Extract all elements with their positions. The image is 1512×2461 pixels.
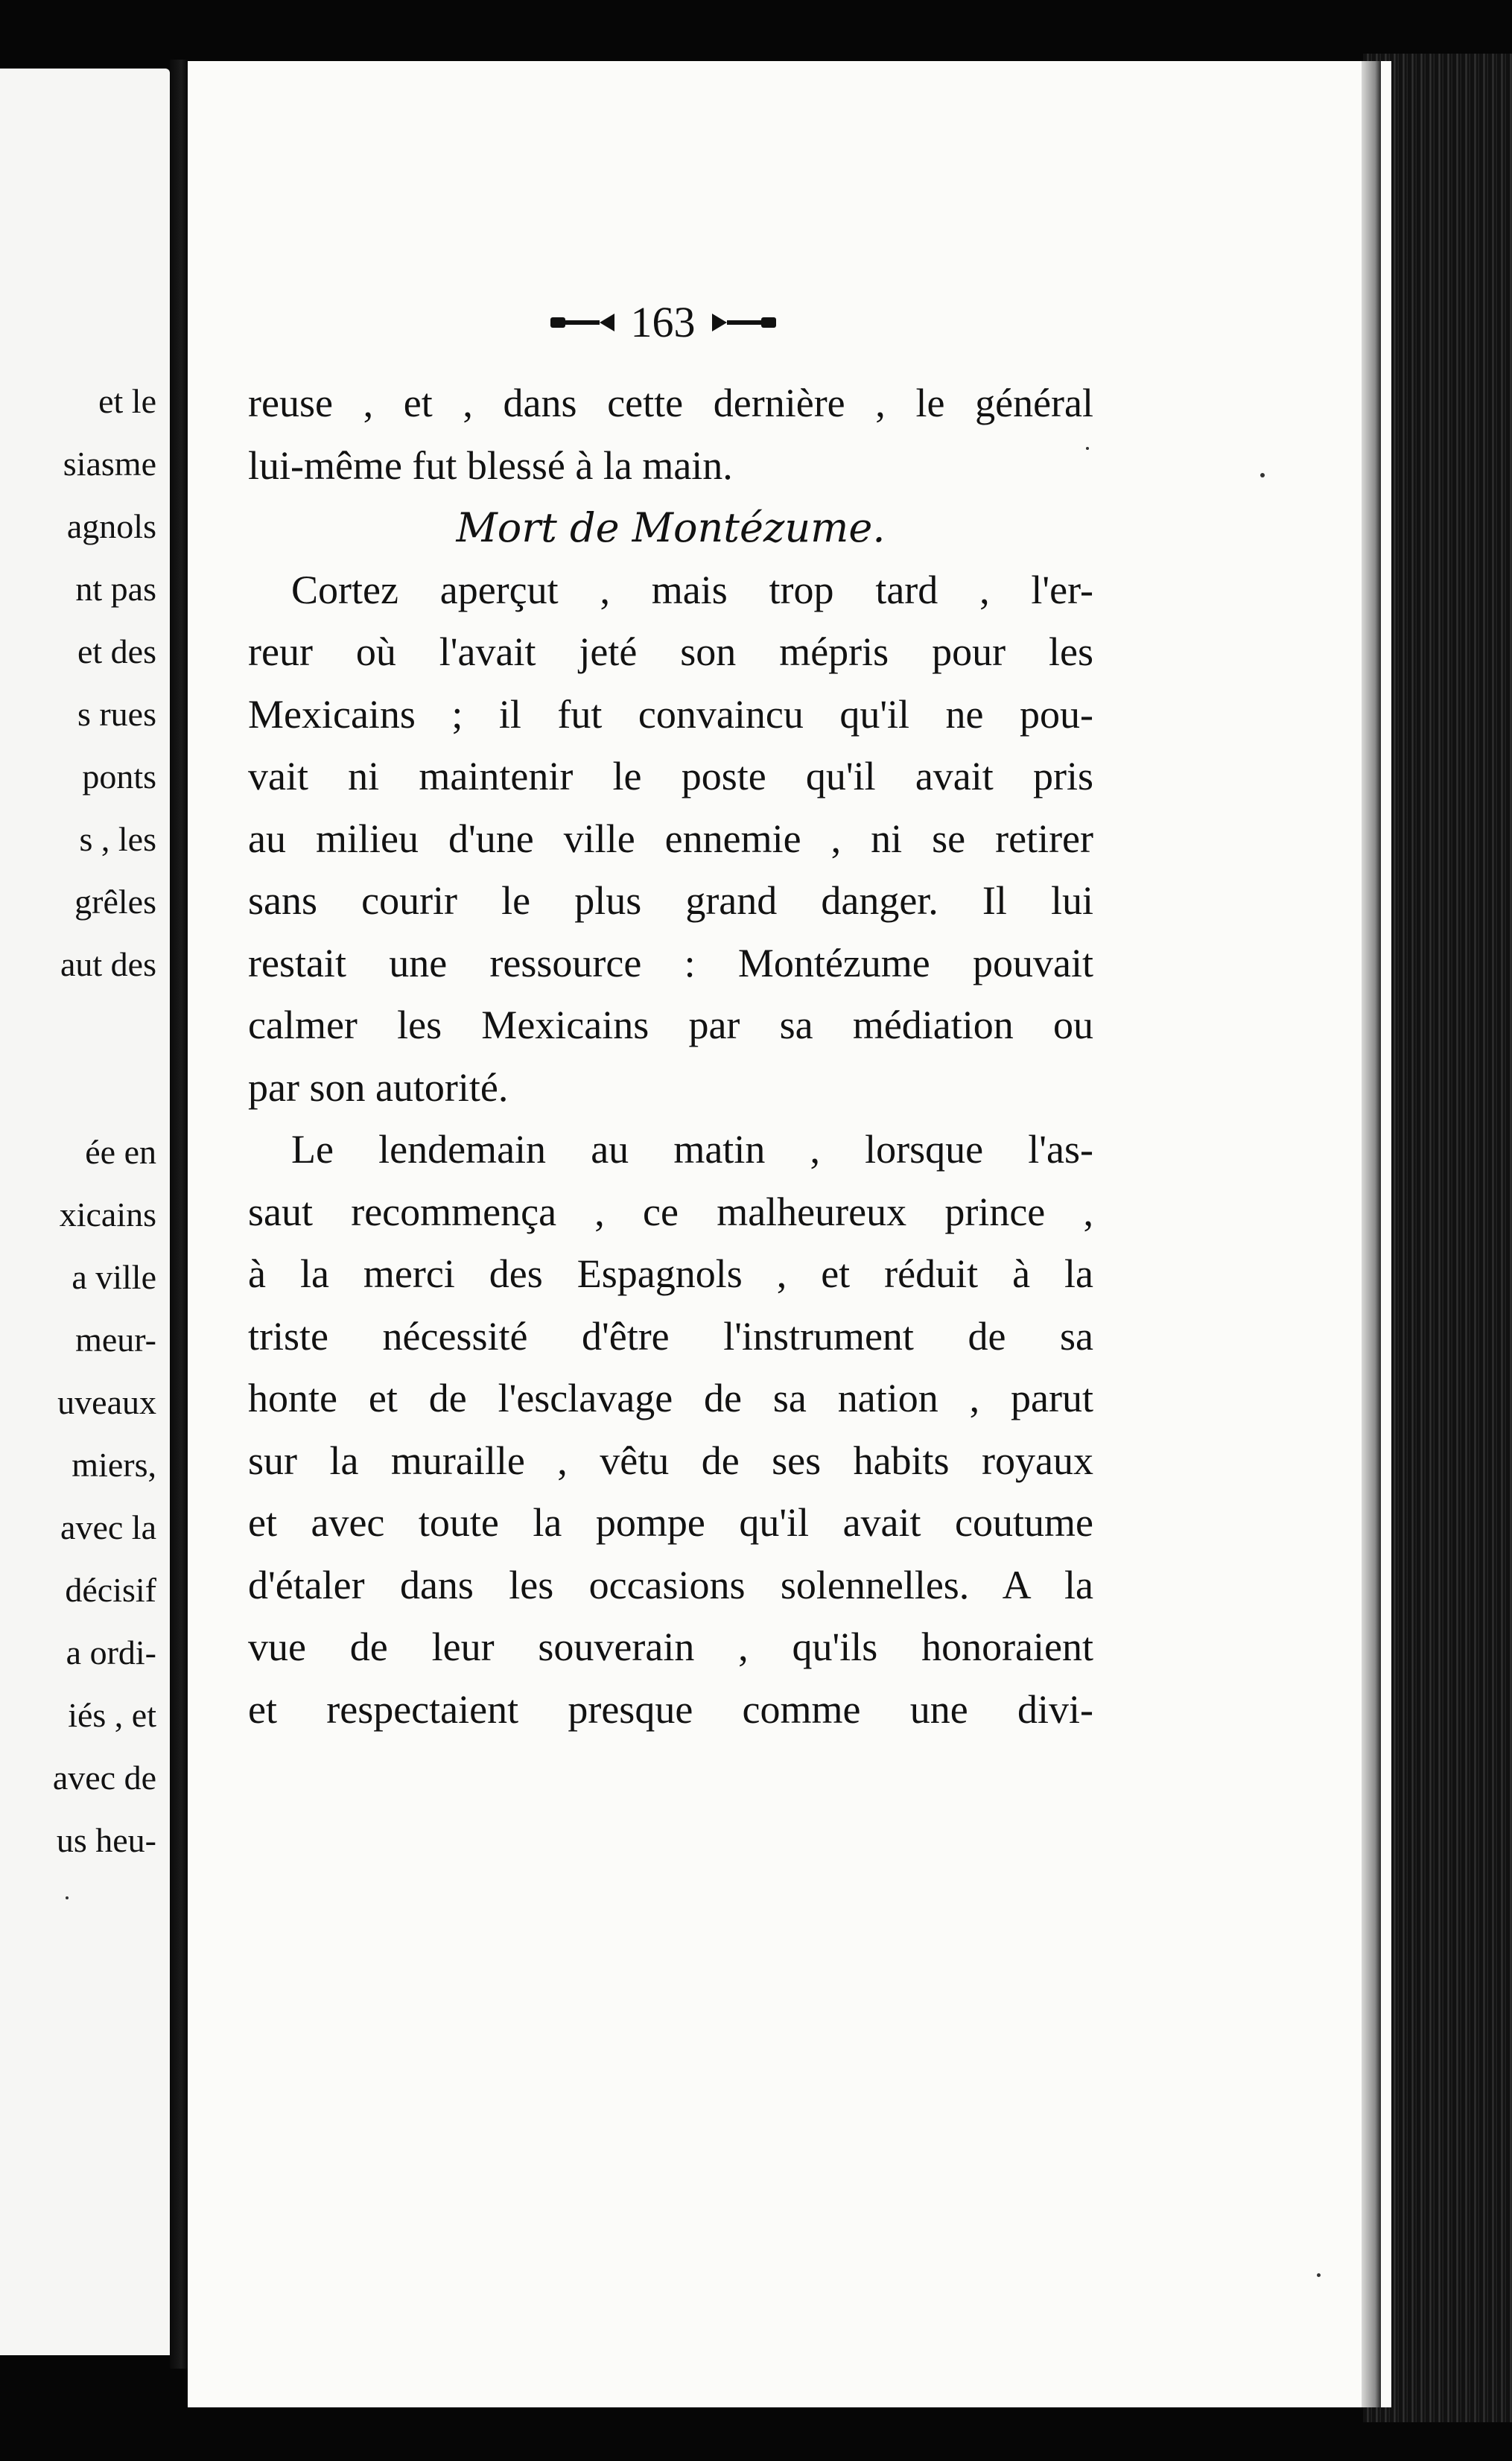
page-number: 163 [630, 298, 696, 346]
text-line: saut recommença , ce malheureux prince , [248, 1189, 1093, 1234]
left-line: aut des [60, 945, 156, 983]
arrow-ornament-left-icon [712, 314, 776, 331]
section-heading: Mort de Montézume. [456, 504, 886, 551]
text-line: honte et de l'esclavage de sa nation , parut [248, 1376, 1093, 1420]
left-line: avec la [60, 1508, 156, 1546]
paper-speck [66, 1896, 69, 1899]
running-head [521, 296, 804, 349]
left-line: iés , et [68, 1696, 156, 1734]
left-line [0, 1058, 156, 1121]
text-line: Le lendemain au matin , lorsque l'as- [291, 1127, 1093, 1172]
left-line: avec de [52, 1759, 156, 1797]
text-line: et avec toute la pompe qu'il avait coutume [248, 1500, 1093, 1545]
text-line: Cortez aperçut , mais trop tard , l'er- [291, 567, 1093, 612]
left-facing-page [0, 69, 170, 2355]
left-line: nt pas [75, 570, 156, 608]
text-line: vue de leur souverain , qu'ils honoraient [248, 1625, 1093, 1669]
left-line: uveaux [57, 1383, 156, 1421]
text-line: reur où l'avait jeté son mépris pour les [248, 629, 1093, 674]
left-line: et des [77, 632, 156, 670]
text-line: au milieu d'une ville ennemie , ni se retirer [248, 816, 1093, 861]
paper-speck [1260, 473, 1265, 477]
left-line: a ordi- [66, 1633, 156, 1671]
left-line: miers, [72, 1446, 156, 1484]
text-line: Mexicains ; il fut convaincu qu'il ne pou- [248, 691, 1093, 737]
text-line: triste nécessité d'être l'instrument de sa [248, 1313, 1093, 1359]
left-line: siasme [63, 445, 156, 483]
left-line: ée en [85, 1133, 156, 1171]
left-line: et le [98, 382, 156, 420]
text-line: calmer les Mexicains par sa médiation ou [248, 1003, 1093, 1047]
left-line: décisif [65, 1571, 156, 1609]
text-line: lui-même fut blessé à la main. [248, 442, 733, 488]
page-edge-shadow [1362, 61, 1381, 2407]
text-line: à la merci des Espagnols , et réduit à la [248, 1251, 1093, 1296]
left-line: ponts [82, 758, 156, 796]
left-line [0, 996, 156, 1058]
left-line: s rues [77, 695, 156, 733]
text-line: vait ni maintenir le poste qu'il avait pris [248, 754, 1093, 798]
paper-speck [1086, 447, 1089, 450]
text-line: restait une ressource : Montézume pouvait [248, 940, 1093, 985]
text-line: reuse , et , dans cette dernière , le général [248, 381, 1093, 425]
text-line: sur la muraille , vêtu de ses habits royaux [248, 1438, 1093, 1483]
text-line: d'étaler dans les occasions solennelles. A la [248, 1562, 1093, 1607]
left-line: grêles [74, 883, 156, 921]
left-line: s , les [79, 820, 156, 858]
left-line: us heu- [56, 1821, 156, 1859]
left-line: a ville [72, 1258, 156, 1296]
left-line: meur- [75, 1321, 156, 1359]
text-line: par son autorité. [248, 1064, 509, 1110]
left-page-text [0, 370, 156, 1872]
paper-speck [1317, 2273, 1321, 2277]
left-line: agnols [66, 507, 156, 545]
arrow-ornament-right-icon [550, 314, 614, 331]
text-line: et respectaient presque comme une divi- [248, 1686, 1093, 1732]
book-gutter [170, 60, 189, 2369]
text-line: sans courir le plus grand danger. Il lui [248, 878, 1093, 923]
page-body [248, 372, 1093, 1741]
left-line: xicains [59, 1195, 156, 1233]
